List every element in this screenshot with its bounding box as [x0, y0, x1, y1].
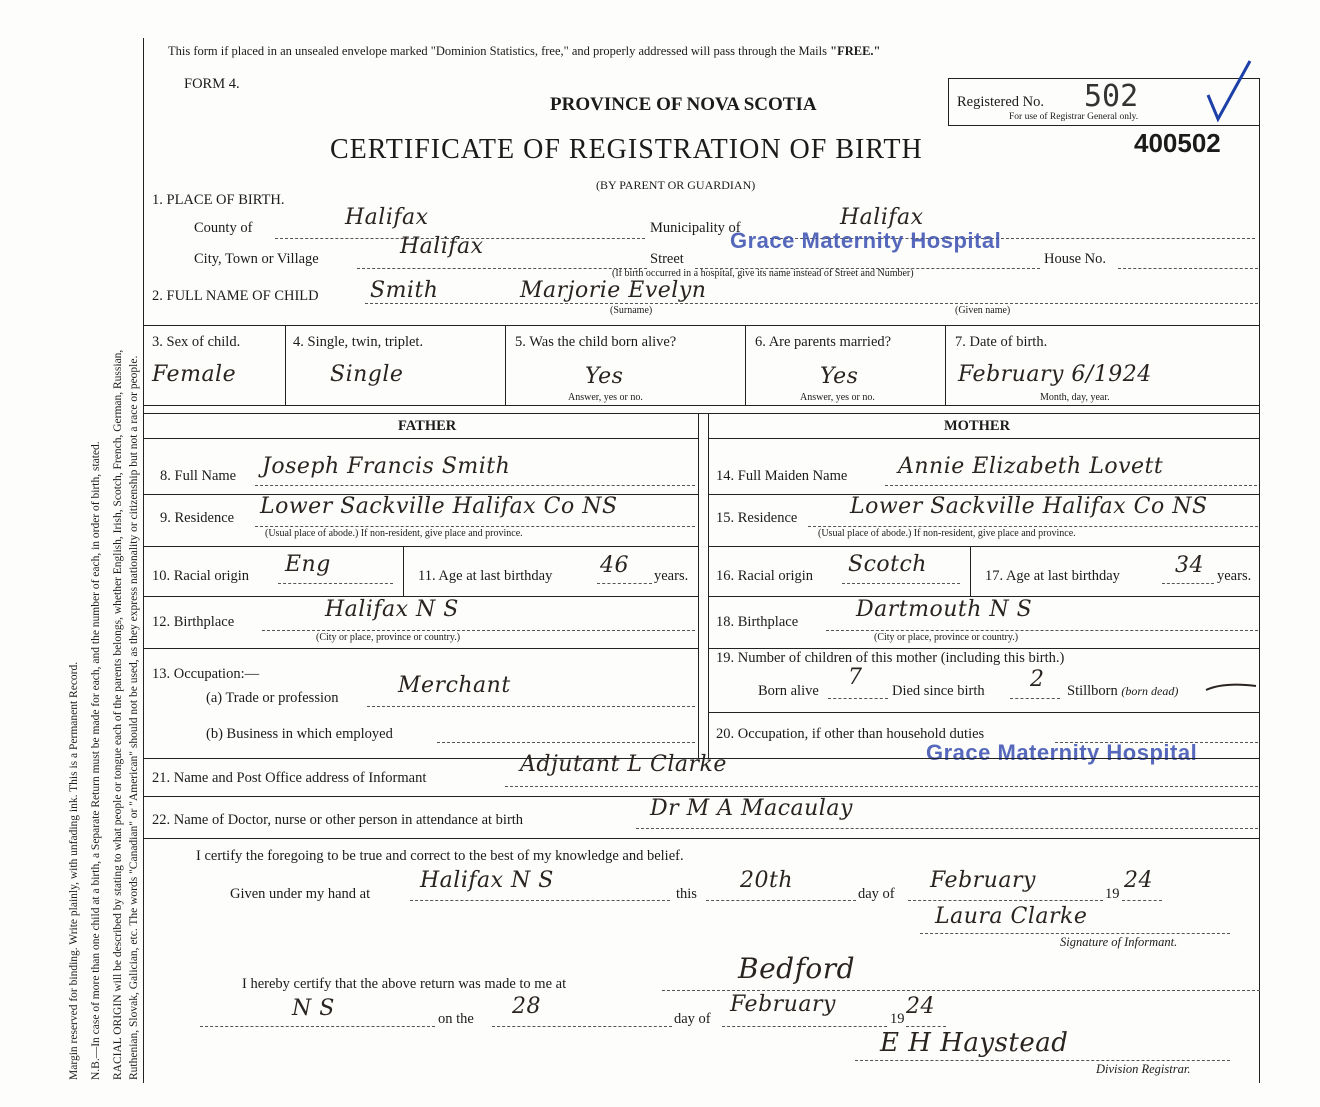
mother-age-value: 34: [1175, 553, 1204, 578]
mother-age-unit: years.: [1217, 568, 1252, 584]
given-place: Halifax N S: [420, 868, 554, 893]
margin-note-4: Ruthenian, Slovak, Galician, etc. The words "Canadian" or "American" should not be used, as they express nationality or citizenship but not a race or people.: [128, 355, 140, 1080]
surname-caption: (Surname): [610, 305, 653, 316]
father-birthplace-caption: (City or place, province or country.): [316, 632, 461, 643]
reg-day-line: [492, 1026, 672, 1027]
reg-month-line: [722, 1026, 887, 1027]
trade-label: (a) Trade or profession: [206, 690, 339, 706]
municipality-value: Halifax: [840, 205, 924, 230]
dob-label: 7. Date of birth.: [955, 334, 1048, 350]
registered-value: 502: [1084, 79, 1139, 114]
answer-caption-1: Answer, yes or no.: [568, 392, 643, 403]
mother-racial-label: 16. Racial origin: [716, 568, 814, 584]
province-title: PROVINCE OF NOVA SCOTIA: [550, 94, 817, 115]
postal-note-free: "FREE.": [830, 44, 881, 58]
on-label: on the: [438, 1011, 474, 1027]
mother-name-line: [885, 485, 1257, 486]
rule-row3-v2: [505, 325, 506, 405]
margin-note-3: RACIAL ORIGIN will be described by stating to what people or tongue each of the parents belongs, whether English, Irish, Scotch, French, German, Russian,: [112, 349, 124, 1080]
day-line: [706, 900, 856, 901]
reg-day-of-label: day of: [674, 1011, 711, 1027]
died-value: 2: [1030, 667, 1045, 692]
certificate-subtitle: (BY PARENT OR GUARDIAN): [596, 178, 756, 192]
mother-name-label: 14. Full Maiden Name: [716, 468, 848, 484]
rule-parents-top: [143, 413, 1260, 414]
rule-father-birthplace: [143, 648, 698, 649]
registered-label: Registered No.: [957, 94, 1044, 110]
child-name-line: [365, 303, 1258, 304]
month-line: [908, 900, 1103, 901]
father-birthplace-value: Halifax N S: [325, 597, 459, 622]
father-residence-caption: (Usual place of abode.) If non-resident, give place and province.: [265, 528, 523, 539]
informant-caption: Signature of Informant.: [1060, 935, 1178, 949]
died-label: Died since birth: [892, 683, 985, 699]
business-line: [437, 742, 695, 743]
mother-birthplace-label: 18. Birthplace: [716, 614, 799, 630]
mother-birthplace-caption: (City or place, province or country.): [874, 632, 1019, 643]
child-surname: Smith: [370, 278, 439, 303]
father-name-label: 8. Full Name: [160, 468, 237, 484]
hospital-note: (If birth occurred in a hospital, give its name instead of Street and Number): [612, 268, 914, 279]
mother-residence-value: Lower Sackville Halifax Co NS: [850, 494, 1208, 519]
plurality-value: Single: [330, 362, 404, 387]
stillborn-text: Stillborn: [1067, 683, 1118, 699]
father-age-unit: years.: [654, 568, 689, 584]
hospital-stamp: Grace Maternity Hospital: [730, 228, 1002, 253]
registrar-note: For use of Registrar General only.: [1009, 112, 1139, 122]
city-line: [357, 268, 647, 269]
mother-residence-line: [808, 526, 1258, 527]
rule-parents-v2: [708, 413, 709, 758]
rule-row3-v4: [945, 325, 946, 405]
father-age-value: 46: [600, 553, 629, 578]
dob-caption: Month, day, year.: [1040, 392, 1110, 403]
doctor-value: Dr M A Macaulay: [650, 796, 853, 821]
informant-label: 21. Name and Post Office address of Informant: [152, 770, 427, 786]
year-suffix: 24: [1124, 868, 1153, 893]
county-value: Halifax: [345, 205, 429, 230]
registrar-place-line: [662, 990, 1260, 991]
rule-row3-top: [143, 325, 1260, 326]
registrar-signature: E H Haystead: [880, 1028, 1069, 1058]
father-heading: FATHER: [398, 418, 457, 434]
occupation-hospital-stamp: Grace Maternity Hospital: [926, 740, 1198, 765]
margin-notes: [6, 40, 140, 1090]
month-value: February: [930, 868, 1036, 893]
margin-note-1: Margin reserved for binding. Write plainly, with unfading ink. This is a Permanent Record.: [68, 661, 80, 1080]
born-alive-value: Yes: [585, 364, 624, 389]
reg-year-prefix: 19: [890, 1011, 905, 1027]
rule-mother-birthplace: [708, 648, 1260, 649]
reg-month: February: [730, 992, 836, 1017]
city-value: Halifax: [400, 234, 484, 259]
sex-value: Female: [152, 362, 237, 387]
father-residence-label: 9. Residence: [160, 510, 235, 526]
year-prefix: 19: [1105, 886, 1120, 902]
certificate-title: CERTIFICATE OF REGISTRATION OF BIRTH: [330, 134, 923, 165]
rule-father-heading: [143, 438, 698, 439]
right-border: [1259, 78, 1260, 1083]
mother-age-line: [1162, 583, 1214, 584]
sex-label: 3. Sex of child.: [152, 334, 241, 350]
postal-note-text: This form if placed in an unsealed envelope marked "Dominion Statistics, free," and properly addressed will pass through the Mails: [168, 44, 831, 58]
father-birthplace-label: 12. Birthplace: [152, 614, 235, 630]
informant-value: Adjutant L Clarke: [520, 752, 727, 777]
father-birthplace-line: [262, 630, 695, 631]
stillborn-dash-icon: [1204, 678, 1259, 698]
business-label: (b) Business in which employed: [206, 726, 393, 742]
postal-note: [168, 44, 880, 59]
answer-caption-2: Answer, yes or no.: [800, 392, 875, 403]
reg-day: 28: [512, 994, 541, 1019]
form-number: FORM 4.: [184, 76, 240, 92]
born-alive-label: 5. Was the child born alive?: [515, 334, 677, 350]
given-label: Given under my hand at: [230, 886, 371, 902]
registrar-place-2-line: [200, 1026, 435, 1027]
checkmark-icon: [1204, 57, 1254, 127]
rule-row3-v3: [745, 325, 746, 405]
given-caption: (Given name): [955, 305, 1011, 316]
rule-father-residence: [143, 546, 698, 547]
father-residence-value: Lower Sackville Halifax Co NS: [260, 494, 618, 519]
county-label: County of: [194, 220, 253, 236]
place-of-birth-heading: 1. PLACE OF BIRTH.: [152, 192, 285, 208]
doctor-line: [636, 828, 1258, 829]
this-label: this: [676, 886, 697, 902]
trade-value: Merchant: [398, 673, 511, 698]
father-racial-value: Eng: [285, 552, 331, 577]
mother-racial-line: [842, 583, 960, 584]
born-alive-count-value: 7: [848, 665, 863, 690]
reg-year-suffix: 24: [906, 994, 935, 1019]
born-alive-count-label: Born alive: [758, 683, 819, 699]
house-line: [1118, 268, 1258, 269]
father-racial-label: 10. Racial origin: [152, 568, 250, 584]
rule-row3-bottom: [143, 405, 1260, 406]
mother-birthplace-line: [826, 630, 1258, 631]
rule-mother-age-v: [970, 546, 971, 596]
registrar-caption: Division Registrar.: [1096, 1062, 1191, 1076]
doctor-label: 22. Name of Doctor, nurse or other person in attendance at birth: [152, 812, 524, 828]
father-name-line: [255, 485, 695, 486]
registrar-signature-line: [855, 1060, 1230, 1061]
given-place-line: [410, 900, 670, 901]
married-value: Yes: [820, 364, 859, 389]
informant-line: [505, 786, 1258, 787]
stillborn-label: [1067, 683, 1178, 700]
father-age-label: 11. Age at last birthday: [418, 568, 553, 584]
registrar-place-2: N S: [292, 996, 335, 1021]
stillborn-note: (born dead): [1121, 684, 1179, 698]
reg-year-line: [906, 1026, 946, 1027]
father-age-line: [597, 583, 652, 584]
father-racial-line: [278, 583, 393, 584]
mother-heading: MOTHER: [944, 418, 1011, 434]
rule-mother-residence: [708, 546, 1260, 547]
married-label: 6. Are parents married?: [755, 334, 892, 350]
plurality-label: 4. Single, twin, triplet.: [293, 334, 424, 350]
child-given-name: Marjorie Evelyn: [520, 278, 707, 303]
left-border: [143, 38, 144, 1083]
informant-signature: Laura Clarke: [935, 904, 1088, 929]
mother-residence-caption: (Usual place of abode.) If non-resident, give place and province.: [818, 528, 1076, 539]
year-line: [1122, 900, 1162, 901]
city-label: City, Town or Village: [194, 251, 319, 267]
margin-note-2: N.B.—In case of more than one child at a birth, a Separate Return must be made for each, and the number of each, in order of birth, stated.: [90, 441, 102, 1080]
mother-age-label: 17. Age at last birthday: [985, 568, 1120, 584]
mother-racial-value: Scotch: [848, 552, 927, 577]
rule-father-age-v: [403, 546, 404, 596]
rule-doctor: [143, 838, 1260, 839]
child-name-label: 2. FULL NAME OF CHILD: [152, 288, 319, 304]
municipality-label: Municipality of: [650, 220, 741, 236]
file-number: 400502: [1134, 128, 1221, 158]
house-label: House No.: [1044, 251, 1107, 267]
mother-birthplace-value: Dartmouth N S: [856, 597, 1033, 622]
mother-occupation-label: 20. Occupation, if other than household duties: [716, 726, 985, 742]
day-of-label: day of: [858, 886, 895, 902]
born-alive-count-line: [828, 698, 888, 699]
rule-parents-v1: [698, 413, 699, 758]
children-count-label: 19. Number of children of this mother (including this birth.): [716, 650, 1065, 666]
father-occupation-label: 13. Occupation:—: [152, 666, 260, 682]
mother-residence-label: 15. Residence: [716, 510, 798, 526]
rule-row3-v1: [285, 325, 286, 405]
father-name-value: Joseph Francis Smith: [262, 454, 511, 479]
day-value: 20th: [740, 868, 794, 893]
father-residence-line: [255, 526, 695, 527]
mother-name-value: Annie Elizabeth Lovett: [898, 454, 1164, 479]
registrar-statement: I hereby certify that the above return was made to me at: [242, 976, 567, 992]
registered-box: [948, 78, 1260, 126]
street-label: Street: [650, 251, 684, 267]
rule-mother-children: [708, 712, 1260, 713]
informant-signature-line: [920, 933, 1230, 934]
died-line: [1010, 698, 1060, 699]
registrar-place: Bedford: [738, 952, 856, 985]
dob-value: February 6/1924: [958, 362, 1152, 387]
trade-line: [367, 706, 695, 707]
rule-mother-heading: [708, 438, 1260, 439]
certification-statement: I certify the foregoing to be true and correct to the best of my knowledge and belief.: [196, 848, 684, 864]
